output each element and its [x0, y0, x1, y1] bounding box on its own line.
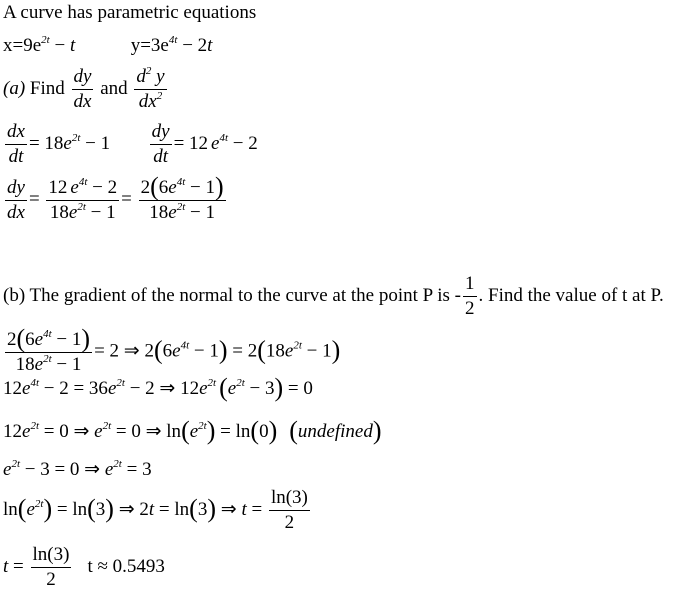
exp-4t: 4t	[78, 175, 88, 188]
l3-c: = 0 ⇒ ln	[111, 421, 182, 442]
open-paren: (	[181, 416, 190, 445]
equals-two: = 2	[227, 340, 258, 362]
l5-e: =	[246, 498, 267, 520]
frac-den	[134, 90, 166, 113]
minus-one: − 1	[85, 201, 116, 223]
open-paren: (	[153, 335, 163, 365]
final-answer	[3, 544, 165, 591]
gradient-fraction	[5, 324, 92, 376]
part-a-heading	[3, 66, 169, 113]
frac-den: dx	[73, 91, 92, 112]
x-eq-t: t	[69, 35, 76, 56]
num-12: 12	[3, 421, 22, 442]
frac-num: 1	[463, 273, 477, 297]
close-paren: )	[206, 416, 216, 445]
find-text: Find	[25, 77, 70, 99]
e-symbol: e	[107, 378, 117, 399]
frac-den: 2	[46, 569, 56, 590]
num-2: 2	[140, 177, 151, 198]
part-b-line-4	[3, 459, 152, 481]
part-b-line-2	[3, 373, 313, 402]
dydx-fraction-1	[46, 177, 119, 224]
e-symbol: e	[34, 329, 44, 350]
final-fraction	[31, 544, 72, 591]
e-symbol: e	[189, 421, 199, 442]
e-symbol: e	[211, 132, 220, 154]
dy-dx-fraction	[5, 177, 27, 224]
minus-one: − 1	[301, 340, 332, 362]
minus-one: − 1	[189, 340, 219, 362]
minus-two: − 2	[228, 132, 258, 154]
dy-dt-fraction	[150, 121, 172, 168]
exp-2t: 2t	[30, 420, 39, 432]
frac-den	[46, 201, 119, 224]
l2-c: − 2 ⇒ 12	[124, 378, 200, 399]
y-eq-exp: 4t	[168, 34, 178, 46]
l3-d: = ln	[215, 421, 251, 442]
dx2-dx: dx	[138, 91, 157, 112]
frac-den: dt	[153, 146, 168, 167]
zero: 0	[259, 421, 269, 442]
den-18: 18	[49, 201, 69, 223]
part-b-text-2: . Find the value of t at P.	[478, 284, 664, 306]
ln3-over-2-fraction	[269, 487, 310, 534]
close-paren: )	[331, 335, 341, 365]
exp-4t: 4t	[176, 176, 186, 188]
frac-num: ln(3)	[31, 544, 72, 568]
exp-2t: 2t	[77, 200, 86, 213]
d2y-d: d	[136, 66, 146, 87]
dydt-rhs: = 12	[173, 132, 209, 154]
frac-den: dt	[8, 146, 24, 167]
part-a-label: (a)	[3, 77, 26, 99]
dx-dt-fraction	[5, 121, 27, 168]
exp-4t: 4t	[219, 131, 229, 144]
close-paren: )	[214, 172, 224, 201]
e-symbol: e	[94, 421, 103, 442]
open-paren: (	[250, 416, 260, 445]
close-paren: )	[274, 373, 284, 402]
undefined-label: undefined	[297, 421, 373, 442]
implies-text: = 2 ⇒ 2	[94, 340, 154, 362]
e-symbol: e	[70, 176, 79, 198]
three: 3	[197, 498, 208, 520]
part-b-statement	[3, 273, 664, 320]
close-paren: )	[43, 493, 53, 523]
exp-4t: 4t	[180, 339, 190, 352]
num-6: 6	[162, 340, 173, 362]
equals-ln: = ln	[52, 498, 88, 520]
close-paren: )	[207, 493, 217, 523]
t-var: t	[148, 498, 155, 520]
d2y-sup: 2	[145, 65, 152, 77]
den-18: 18	[15, 354, 35, 375]
y-eq-lhs: y=3e	[130, 35, 169, 56]
frac-num: dx	[5, 121, 27, 145]
frac-num: dy	[5, 177, 27, 201]
e-symbol: e	[3, 459, 12, 480]
e-symbol: e	[22, 421, 31, 442]
e-symbol: e	[227, 378, 237, 399]
l2-e: = 0	[283, 378, 313, 399]
part-b-line-3	[3, 416, 382, 445]
close-paren: )	[268, 416, 278, 445]
e-symbol: e	[172, 340, 181, 362]
open-paren: (	[150, 172, 159, 201]
minus-one: − 1	[185, 177, 215, 198]
l3-b: = 0 ⇒	[39, 421, 95, 442]
exp-2t: 2t	[43, 353, 52, 365]
frac-num	[5, 324, 92, 353]
frac-den: 2	[465, 298, 475, 319]
part-b-text-1: (b) The gradient of the normal to the curve at the point P is -	[3, 284, 461, 306]
y-eq-t: t	[207, 35, 213, 56]
e-symbol: e	[104, 459, 114, 480]
close-paren: )	[372, 416, 382, 445]
frac-num: ln(3)	[269, 487, 310, 511]
e-symbol: e	[34, 354, 44, 375]
equals: =	[28, 188, 40, 210]
e-symbol: e	[26, 498, 35, 520]
open-paren: (	[189, 493, 198, 523]
frac-num	[46, 177, 119, 201]
open-paren: (	[87, 493, 96, 523]
derivatives-line	[3, 121, 258, 168]
l5-c: = ln	[154, 498, 190, 520]
x-equation	[3, 35, 75, 56]
open-paren: (	[257, 335, 266, 365]
exp-2t: 2t	[293, 339, 302, 352]
part-b-line-1	[3, 324, 341, 376]
open-paren: (	[219, 373, 228, 402]
frac-den	[139, 201, 226, 224]
exp-2t: 2t	[102, 420, 112, 432]
d2y-dx2-fraction	[134, 66, 166, 113]
x-eq-lhs: x=9e	[3, 35, 42, 56]
exp-2t: 2t	[34, 497, 44, 510]
frac-den: dx	[7, 201, 25, 223]
l5-d: ⇒	[216, 498, 242, 520]
and-text: and	[100, 77, 133, 99]
num-12: 12	[48, 176, 68, 198]
exp-2t: 2t	[113, 458, 122, 470]
l2-d: − 3	[244, 378, 275, 399]
open-paren: (	[16, 324, 26, 353]
exp-2t: 2t	[116, 377, 125, 389]
e-symbol: e	[199, 378, 208, 399]
exp-2t: 2t	[207, 377, 217, 389]
num-12: 12	[3, 378, 22, 399]
open-paren: (	[289, 416, 298, 445]
dydx-result-line	[3, 172, 228, 224]
half-fraction	[463, 273, 477, 320]
equals: =	[8, 555, 29, 577]
e-symbol: e	[63, 132, 72, 154]
exp-2t: 2t	[11, 458, 20, 470]
frac-num	[139, 172, 226, 201]
minus-one: − 1	[51, 329, 82, 350]
den-18: 18	[149, 202, 169, 223]
parametric-equations	[3, 35, 212, 57]
exp-2t: 2t	[71, 131, 81, 144]
y-eq-rhs: − 2	[177, 35, 208, 56]
exp-4t: 4t	[30, 377, 39, 389]
d2y-tail: y	[151, 66, 165, 87]
open-paren: (	[17, 493, 27, 523]
num-6: 6	[158, 177, 169, 198]
t-var: t	[3, 555, 9, 577]
e-symbol: e	[168, 177, 177, 198]
l5-b: ⇒ 2	[113, 498, 149, 520]
dxdt-rhs: = 18	[28, 132, 64, 154]
exp-4t: 4t	[43, 328, 52, 340]
part-b-line-5	[3, 487, 312, 534]
e-symbol: e	[22, 378, 31, 399]
problem-intro: A curve has parametric equations	[3, 2, 257, 23]
num-6: 6	[25, 329, 35, 350]
l4-a: − 3 = 0 ⇒	[20, 459, 105, 480]
three: 3	[95, 498, 106, 520]
minus-two: − 2	[87, 176, 118, 198]
close-paren: )	[105, 493, 114, 523]
t-var: t	[241, 498, 247, 520]
frac-den	[5, 353, 92, 376]
frac-num	[134, 66, 166, 90]
exp-2t: 2t	[236, 377, 245, 389]
exp-2t: 2t	[198, 420, 207, 432]
ln-text: ln	[3, 498, 18, 520]
minus-one: − 1	[80, 132, 111, 154]
num-18: 18	[265, 340, 285, 362]
x-eq-minus: −	[49, 35, 70, 56]
num-2: 2	[7, 329, 17, 350]
equals: =	[121, 188, 132, 210]
e-symbol: e	[284, 340, 294, 362]
dy-dx-fraction	[72, 66, 94, 113]
minus-one: − 1	[185, 202, 215, 223]
close-paren: )	[218, 335, 228, 365]
frac-num: dy	[72, 66, 94, 90]
close-paren: )	[81, 324, 91, 353]
exp-2t: 2t	[176, 201, 186, 213]
dydx-fraction-2	[139, 172, 226, 224]
dx2-sup: 2	[156, 90, 163, 102]
approx-value: t ≈ 0.5493	[87, 555, 165, 577]
l4-b: = 3	[121, 459, 152, 480]
minus-one: − 1	[51, 354, 82, 375]
y-equation	[131, 35, 213, 56]
l2-b: − 2 = 36	[39, 378, 108, 399]
e-symbol: e	[168, 202, 177, 223]
x-eq-exp: 2t	[41, 34, 50, 46]
frac-den: 2	[284, 512, 295, 533]
frac-num: dy	[150, 121, 172, 145]
e-symbol: e	[68, 201, 78, 223]
